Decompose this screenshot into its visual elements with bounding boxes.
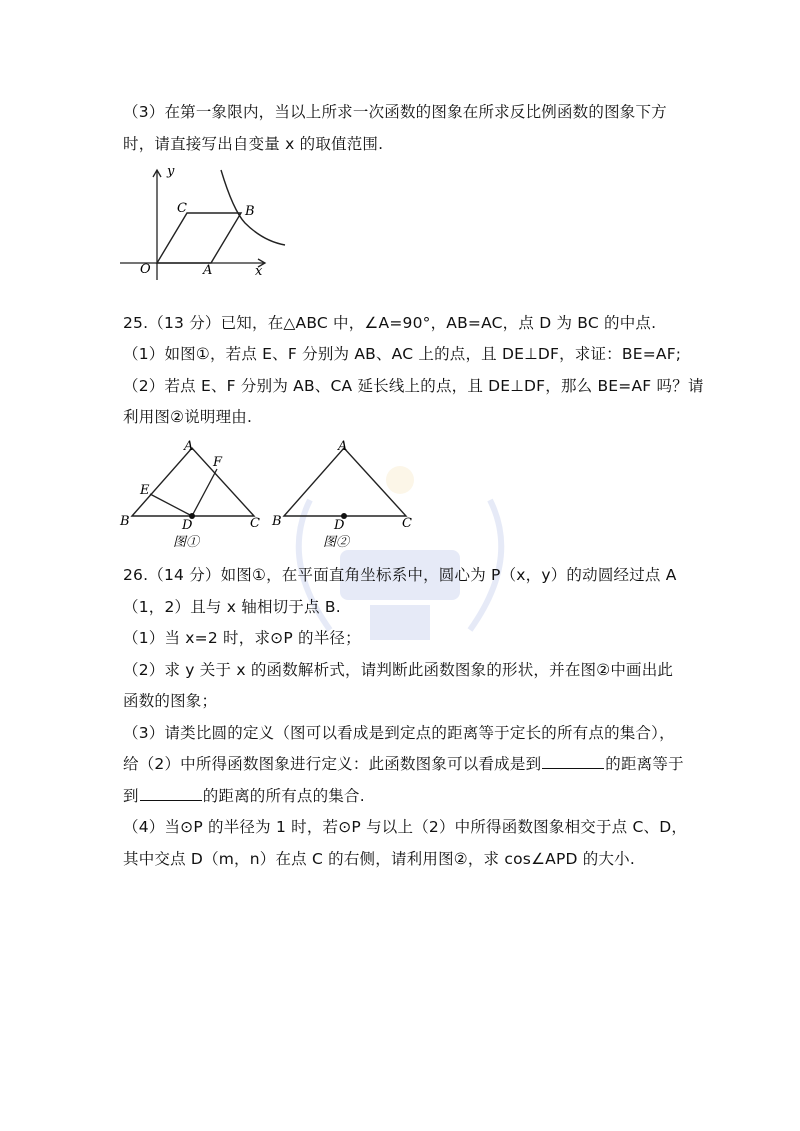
q26-part3-line3-text-a: 到 xyxy=(123,787,139,805)
q26-part4-line1: （4）当⊙P 的半径为 1 时，若⊙P 与以上（2）中所得函数图象相交于点 C、D， xyxy=(123,818,688,836)
q24-part3-line1: （3）在第一象限内，当以上所求一次函数的图象在所求反比例函数的图象下方 xyxy=(123,103,667,121)
q26-part2-line2: 函数的图象； xyxy=(123,692,218,710)
label-a: A xyxy=(203,263,213,278)
segment-df xyxy=(192,469,217,516)
label-b-2: B xyxy=(272,514,282,529)
label-c-1: C xyxy=(250,516,260,531)
fill-in-blank-1[interactable] xyxy=(542,754,604,769)
q24-part3-line2: 时，请直接写出自变量 x 的取值范围. xyxy=(123,135,384,153)
q25-stem: 25.（13 分）已知，在△ABC 中，∠A=90°，AB=AC，点 D 为 BC 的中点. xyxy=(123,314,657,332)
label-b: B xyxy=(245,204,255,219)
label-d-2: D xyxy=(334,518,345,533)
label-x: x xyxy=(255,264,263,279)
q26-part3-line2-text-a: 给（2）中所得函数图象进行定义：此函数图象可以看成是到 xyxy=(123,755,542,773)
label-d-1: D xyxy=(182,518,193,533)
q26-part3-line1: （3）请类比圆的定义（图可以看成是到定点的距离等于定长的所有点的集合）， xyxy=(123,724,675,742)
triangle-abc-2 xyxy=(284,448,406,516)
q26-part2-line1: （2）求 y 关于 x 的函数解析式，请判断此函数图象的形状，并在图②中画出此 xyxy=(123,661,674,679)
fill-in-blank-2[interactable] xyxy=(140,786,202,801)
label-e-1: E xyxy=(140,483,150,498)
q26-part3-line3 xyxy=(123,786,365,806)
figure-q25-1 xyxy=(118,438,273,550)
q26-part3-line3-text-b: 的距离的所有点的集合. xyxy=(202,787,365,805)
label-c-2: C xyxy=(402,516,412,531)
q26-part3-line2-text-b: 的距离等于 xyxy=(605,755,684,773)
segment-de xyxy=(150,494,192,516)
q25-part2-line2: 利用图②说明理由. xyxy=(123,408,253,426)
q25-part2-line1: （2）若点 E、F 分别为 AB、CA 延长线上的点，且 DE⊥DF，那么 BE=AF 吗？请 xyxy=(123,377,704,395)
q26-part4-line2: 其中交点 D（m，n）在点 C 的右侧，请利用图②，求 cos∠APD 的大小. xyxy=(123,850,636,868)
caption-fig2: 图② xyxy=(323,535,350,550)
label-y: y xyxy=(167,165,175,179)
label-b-1: B xyxy=(120,514,130,529)
q26-part3-line2 xyxy=(123,754,684,774)
q26-part1: （1）当 x=2 时，求⊙P 的半径； xyxy=(123,629,361,647)
figure-q25-2 xyxy=(268,438,423,550)
figure-q24-graph xyxy=(115,165,290,285)
label-a-2: A xyxy=(338,439,348,454)
triangle-abc-1 xyxy=(132,448,254,516)
q26-stem-line2: （1，2）且与 x 轴相切于点 B. xyxy=(123,598,341,616)
label-a-1: A xyxy=(184,439,194,454)
label-f-1: F xyxy=(213,455,223,470)
caption-fig1: 图① xyxy=(173,535,200,550)
parallelogram-oabc xyxy=(157,213,241,263)
q26-stem-line1: 26.（14 分）如图①，在平面直角坐标系中，圆心为 P（x，y）的动圆经过点 A xyxy=(123,566,677,584)
label-c: C xyxy=(177,201,187,216)
label-o: O xyxy=(140,262,151,277)
q25-part1: （1）如图①，若点 E、F 分别为 AB、AC 上的点，且 DE⊥DF，求证：BE=AF; xyxy=(123,345,682,363)
